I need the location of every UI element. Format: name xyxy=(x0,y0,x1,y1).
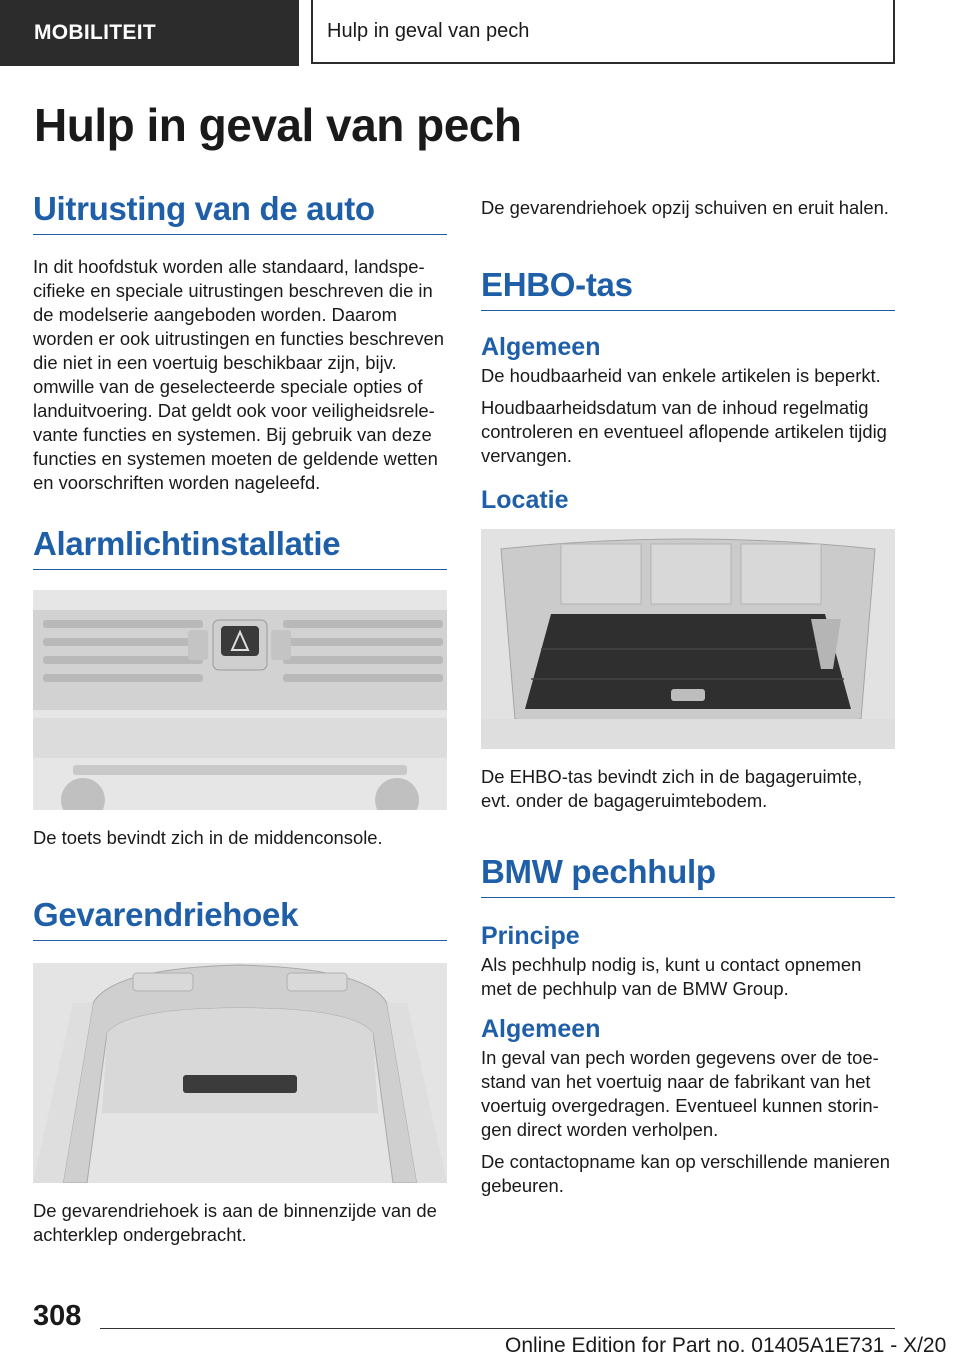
footer-edition: Online Edition for Part no. 01405A1E731 - X/20 xyxy=(505,1334,947,1357)
section-label: MOBILITEIT xyxy=(34,21,156,44)
paragraph-pechhulp-2: De contactopname kan op verschillende manieren gebeuren. xyxy=(481,1151,890,1196)
caption-gevarendriehoek: De gevarendriehoek is aan de binnenzijde van de achterklep ondergebracht. xyxy=(33,1200,437,1245)
section-tab xyxy=(0,0,299,66)
paragraph-ehbo-1: De houdbaarheid van enkele artikelen is beperkt. xyxy=(481,365,881,386)
paragraph-uitrusting: In dit hoofdstuk worden alle standaard, landspecifieke en speciale uitrustingen beschreven die in de modelserie aangeboden worden. Daarom worden er ook uitrustingen en functies beschreven die niet in een voertuig beschikbaar zijn, bijv. omwille van de geselecteerde speciale opties of landuitvoering. Dat geldt ook voor veiligheidsrelevante functies en systemen. Bij gebruik van deze functies en systemen moeten de geldende wetten en voorschriften worden nageleefd. xyxy=(33,256,444,493)
subheading-locatie: Locatie xyxy=(481,486,569,514)
hazard-button-image xyxy=(33,590,447,810)
left-column xyxy=(33,190,447,1247)
heading-ehbo: EHBO-tas xyxy=(481,266,895,311)
page-title: Hulp in geval van pech xyxy=(34,99,522,151)
paragraph-pechhulp-1: In geval van pech worden gegevens over de toestand van het voertuig naar de fabrikant van het voertuig overgedragen. Eventueel kunnen storingen direct worden verholpen. xyxy=(481,1047,879,1140)
heading-gevarendriehoek: Gevarendriehoek xyxy=(33,896,447,941)
chapter-label: Hulp in geval van pech xyxy=(327,19,530,42)
luggage-compartment-image xyxy=(481,529,895,749)
footer-divider xyxy=(100,1328,895,1329)
heading-bmw-pechhulp: BMW pechhulp xyxy=(481,853,895,898)
subheading-principe: Principe xyxy=(481,922,580,950)
subheading-algemeen-pechhulp: Algemeen xyxy=(481,1015,601,1043)
subheading-algemeen-ehbo: Algemeen xyxy=(481,333,601,361)
paragraph-ehbo-2: Houdbaarheidsdatum van de inhoud regelmatig controleren en eventueel aflopende artikelen tijdig vervangen. xyxy=(481,397,887,466)
paragraph-intro: De gevarendriehoek opzij schuiven en eruit halen. xyxy=(481,197,889,218)
heading-uitrusting: Uitrusting van de auto xyxy=(33,190,447,235)
page-number: 308 xyxy=(33,1300,82,1332)
caption-alarmlicht: De toets bevindt zich in de middenconsole. xyxy=(33,827,383,848)
heading-alarmlicht: Alarmlichtinstallatie xyxy=(33,525,447,570)
chapter-header xyxy=(311,0,895,64)
warning-triangle-image xyxy=(33,963,447,1183)
paragraph-principe: Als pechhulp nodig is, kunt u contact opnemen met de pechhulp van de BMW Group. xyxy=(481,954,862,999)
caption-ehbo: De EHBO-tas bevindt zich in de bagageruimte, evt. onder de bagageruimtebodem. xyxy=(481,766,863,811)
right-column xyxy=(481,190,895,1198)
